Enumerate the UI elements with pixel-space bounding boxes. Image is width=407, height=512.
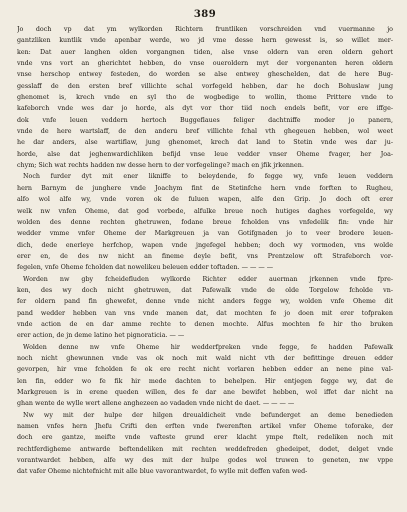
- text-line: dok vnfe leuen veddern hertoch Buggeflaues feliger dachtniffe moder jo panern,: [17, 116, 393, 124]
- text-line: dat vafer Oheme nichtefnicht mit alle blue vavorantwardet, fo wylle mit deffen vafen wed-: [17, 468, 308, 476]
- text-line: dich, dede enerleye herfchop, wapen vnde jngefegel hebben; doch wy vormoden, vns wolde: [17, 241, 393, 249]
- text-line: pand wedder hebben van vns vnde manen dat, dat mochten fe jo doen mit erer tofpraken: [17, 309, 393, 317]
- text-line: fegelen, vnfe Oheme fcholden dat nowelikeu beleuen edder toftaden. — — — —: [17, 264, 274, 272]
- page-number: 389: [193, 9, 217, 20]
- paragraph: [17, 274, 393, 342]
- text-line: gantzliken kuntlik vnde apenbar werde, wo jd vme desse hern gewesst is, so willet mer-: [17, 37, 393, 45]
- text-line: wolden des denne rechten ghetruwen, fodane breue fcholden vns vnfedelik fin: vnde hir: [17, 218, 393, 226]
- paragraph: [17, 24, 393, 171]
- text-line: noch nicht ghewunnen vnde vas ok noch mit wald nicht vth der befittinge dreuen edder: [17, 354, 393, 362]
- text-line: vnde de here wartslaff, de den anderu bref villichte fchal vth ghegeuen hebben, wol weet: [17, 128, 393, 136]
- text-line: ken, des wy doch nicht ghetruwen, dat Pafewalk vnde de olde Torgelow fcholde vn-: [17, 286, 393, 294]
- text-line: vnde action de en dar amme rechte to denen mochte. Alfus mochten fe hir tho bruken: [17, 320, 393, 328]
- text-line: hern Barnym de junghere vnde Joachym fint de Stetinfche hern vnde forften to Rugheu,: [17, 184, 393, 192]
- text-line: fer oldern pand fin ghewefet, denne vnde nicht anders fegge wy, wolden vnfe Oheme dit: [17, 298, 393, 306]
- text-line: gesslaff de den ersten bref villichte schal vorfegeld hebben, dar he doch Bohuslaw jung: [17, 82, 393, 90]
- text-line: vnde vns vort an gherichtet hebben, do vnse oueroldern myt der vorgenanten heren oldern: [17, 60, 393, 68]
- text-line: welk nw vnfen Oheme, dat god vorbede, alfulke breue noch hutiges daghes vorfegelde, wy: [17, 207, 393, 215]
- text-line: gevorpen, hir vme fcholden fe ok ere recht nicht vorlaren hebben edder an nene pine val-: [17, 366, 393, 374]
- text-line: ken: Dat auer langhen olden vorgangnen tiden, alse vnse oldern van eren oldern gehort: [17, 48, 393, 56]
- text-line: Markgreuen is in erene queden willen, des fe dar ane bewifet hebben, wol iffet dar nicht na: [17, 389, 393, 396]
- text-line: he dar anders, alse wartiflaw, jung ghenomet, krech dat land to Stetin vnde wes dar ju-: [17, 139, 393, 147]
- text-line: horde, alse dat jeghenwardichliken befijd vnse leue vedder vnser Oheme fvager, her Joa-: [17, 150, 393, 158]
- text-line: ghan wente de wylle wert allene anghezeen ao vadaden vnde nicht de daet. — — — —: [17, 400, 295, 408]
- text-line: vnse herschop entwey festeden, do worden se alse entwey gheschelden, dat de here Bug-: [17, 71, 393, 79]
- text-line: doch ere gantze, meifte vnde vafteste grund erer klacht ympe ftelt, redeliken noch mit: [17, 434, 393, 442]
- text-line: Wolden denne nw vnfe Oheme hir wedderfpreken vnde fegge, fe hadden Pafewalk: [23, 343, 393, 351]
- text-line: len fin, edder wo fe fik hir mede dachten to behelpen. Hir entjegen fegge wy, dat de: [17, 377, 393, 385]
- text-line: Jo doch vp dat ym wylkorden Richtern fruntliken vorschreiden vnd vuermanne jo: [17, 26, 393, 33]
- paragraph: [17, 410, 393, 478]
- text-line: erer action, de jn deme latino het pignoraticia. — —: [17, 332, 185, 340]
- paragraph: [17, 171, 393, 273]
- text-line: ghenomet is, krech vnde en syl tho de wogbedige to wollin, thome Prittere vnde to: [17, 94, 393, 102]
- text-line: vorantwardet hebben, alfe wy des mit der hulpe godes wol truwen to geneten, nw vppe: [17, 457, 393, 465]
- text-line: erer en, de des nw nicht an fineme deyle befit, vns Prentzelow oft Strafeborch vor-: [17, 252, 393, 260]
- text-line: Worden nw gby fcheidefluden wylkorde Richter edder auerman jrkennen vnde fpre-: [23, 275, 393, 283]
- text-body: [17, 24, 393, 478]
- text-line: Nw wy mit der hulpe der hilgen dreualdicheit vnde befunderget an deme benedieden: [23, 411, 393, 419]
- text-line: wedder vmme vnfer Oheme der Markgreuen ja van Gotifgnaden jo to veer brodere leuen-: [17, 230, 393, 238]
- text-line: chym; Sich wat rechts hadden nw desse hern to der vorfegelinge? mach en jfik jrkennen.: [17, 162, 304, 170]
- text-line: kafeborch vnde wes dar jo horde, als dyt vor thor tiid noch endels befit, vor ere iffge-: [17, 105, 393, 113]
- paragraph: [17, 342, 393, 410]
- text-line: alfo wol alfe wy, vnde voren ok de fuluen wapen, alfe den Grip. Jo doch oft erer: [17, 196, 393, 204]
- text-line: namen vnfes hern Jhefu Crifti den erften vnde fwerenften artikel vnfer Oheme toforake, der: [17, 423, 393, 431]
- text-line: Noch furder dyt mit ener likniffe to beleydende, fo fegge wy, vnfe leuen veddern: [23, 173, 393, 181]
- text-line: rechtferdigheme antwarde beftendeliken mit rechten weddefreden ghedeipet, dodet, delget vnde: [17, 445, 393, 453]
